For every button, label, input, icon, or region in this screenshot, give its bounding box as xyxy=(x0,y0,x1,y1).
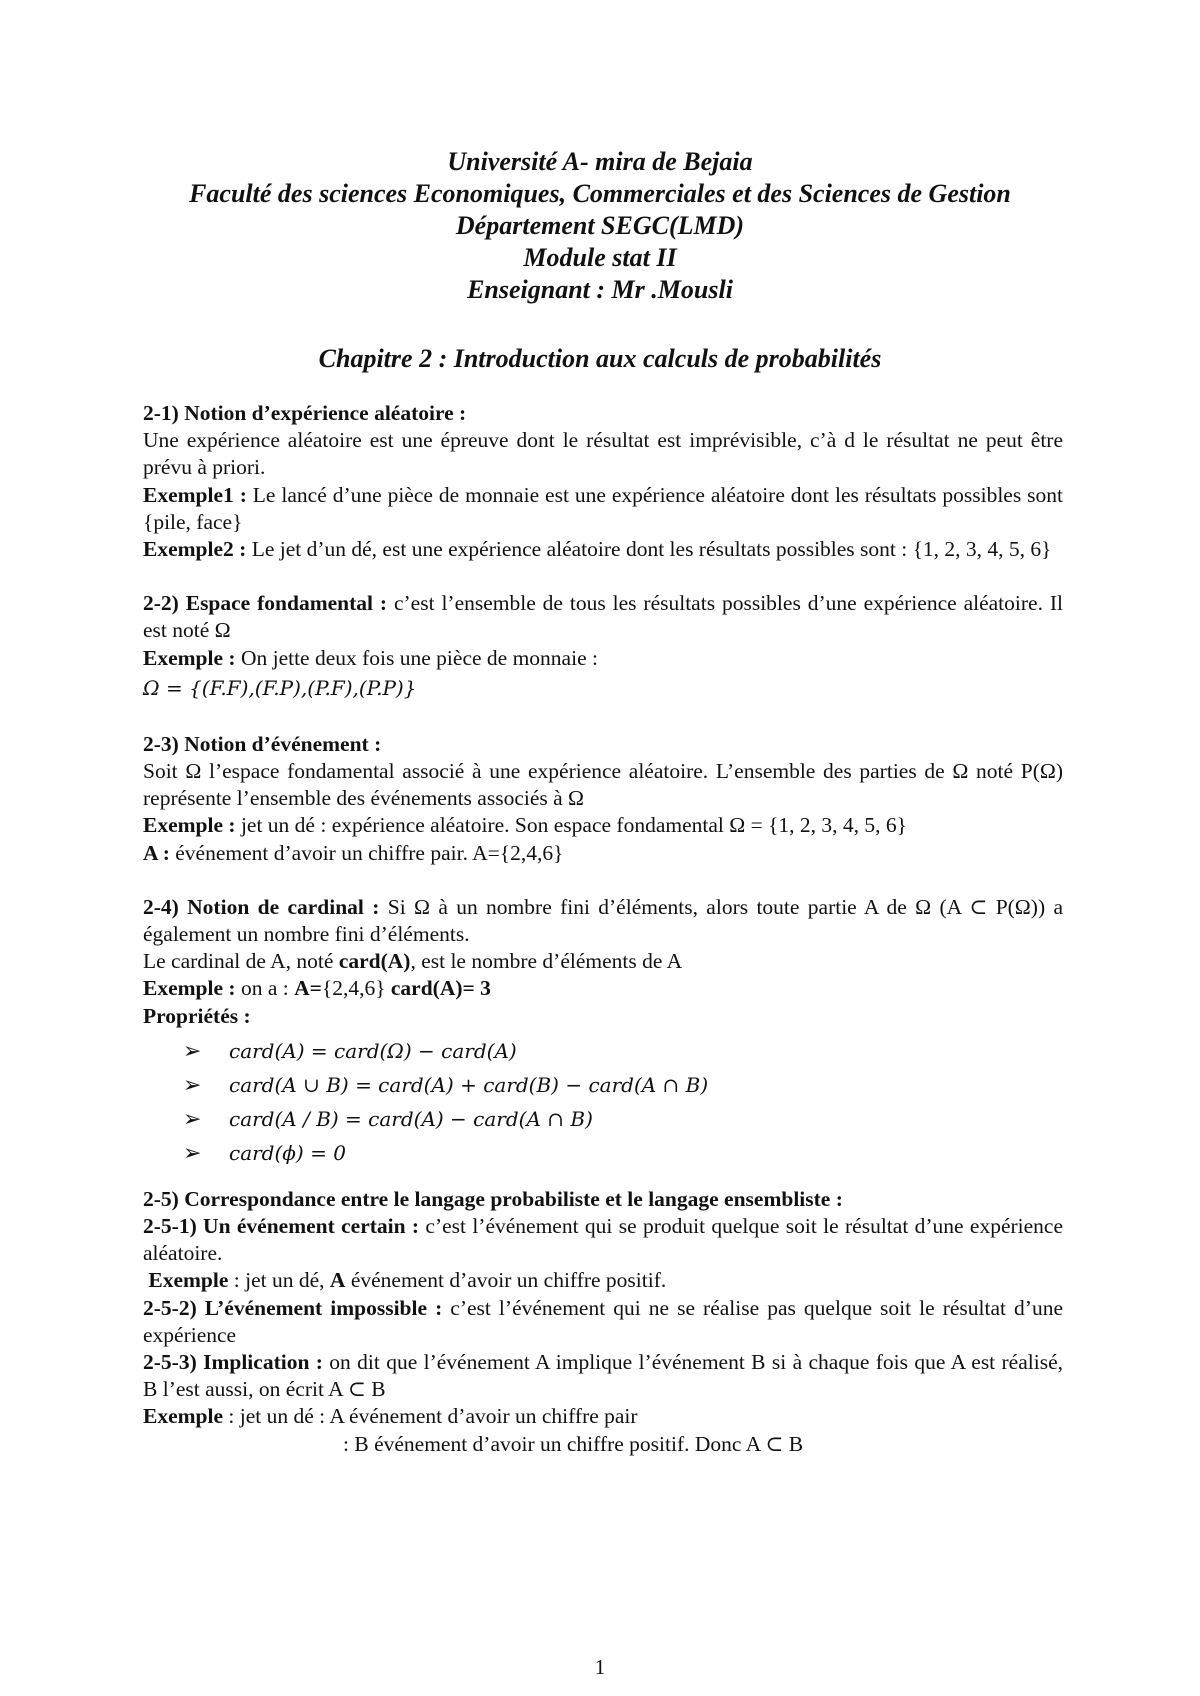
event-label: A : xyxy=(143,840,170,865)
paragraph xyxy=(143,590,1063,644)
paragraph xyxy=(143,1213,1063,1267)
chapter-title: Chapitre 2 : Introduction aux calculs de probabilités xyxy=(318,344,882,373)
arrow-bullet-icon: ➢ xyxy=(183,1037,202,1063)
department-name: Département SEGC(LMD) xyxy=(455,211,745,240)
example-text: On jette deux fois une pièce de monnaie : xyxy=(235,645,598,670)
text-span: : jet un dé, xyxy=(228,1268,330,1293)
module-name: Module stat II xyxy=(523,243,677,272)
paragraph xyxy=(143,536,1063,563)
example-label: Exemple xyxy=(143,1404,224,1429)
text-span: {2,4,6} xyxy=(321,976,386,1001)
text-span: événement d’avoir un chiffre positif. xyxy=(345,1268,667,1293)
paragraph xyxy=(143,894,1063,948)
paragraph xyxy=(143,1295,1063,1349)
paragraph: Une expérience aléatoire est une épreuve dont le résultat est imprévisible, c’à d le résultat ne peut être prévu à priori. xyxy=(143,428,1063,480)
paragraph xyxy=(143,645,1063,672)
property-formula: card(A ∪ B) = card(A) + card(B) − card(A ∩ B) xyxy=(229,1072,709,1097)
faculty-name: Faculté des sciences Economiques, Commerciales et des Sciences de Gestion xyxy=(189,179,1011,208)
example-label: Exemple2 : xyxy=(143,537,247,562)
section-heading: 2-1) Notion d’expérience aléatoire : xyxy=(143,401,467,425)
list-item xyxy=(183,1034,1063,1068)
text-span: , est le nombre d’éléments de A xyxy=(410,949,683,974)
property-formula: card(A) = card(Ω) − card(A) xyxy=(229,1038,517,1063)
example-label: Exemple : xyxy=(143,645,236,670)
properties-list xyxy=(183,1034,1063,1170)
text-span: on dit que l’événement A implique l’événement B si à chaque fois que A est réalisé, B l’est aussi, on écrit A ⊂ B xyxy=(143,1350,1063,1402)
section-heading: 2-3) Notion d’événement : xyxy=(143,731,382,756)
section-heading: 2-4) Notion de cardinal : xyxy=(143,894,380,919)
paragraph: : B événement d’avoir un chiffre positif. Donc A ⊂ B xyxy=(343,1431,804,1456)
arrow-bullet-icon: ➢ xyxy=(183,1071,202,1097)
omega-formula: Ω = {(F.F),(F.P),(P.F),(P.P)} xyxy=(143,675,417,700)
university-name: Université A- mira de Bejaia xyxy=(447,147,753,176)
text-span: c’est l’événement qui se produit quelque soit le résultat d’une expérience aléatoire. xyxy=(143,1214,1064,1266)
paragraph xyxy=(143,1267,1063,1294)
list-item xyxy=(183,1068,1063,1102)
example-text: jet un dé : expérience aléatoire. Son espace fondamental Ω = {1, 2, 3, 4, 5, 6} xyxy=(235,813,907,838)
section-heading: 2-5) Correspondance entre le langage probabiliste et le langage ensembliste : xyxy=(143,1186,843,1211)
subsection-heading: 2-5-2) L’événement impossible : xyxy=(143,1295,443,1320)
paragraph xyxy=(143,482,1063,536)
example-label: Exemple1 : xyxy=(143,482,247,507)
paragraph xyxy=(143,812,1063,839)
text-span: Le cardinal de A, noté xyxy=(143,949,339,974)
example-label: Exemple xyxy=(148,1268,229,1293)
section-text: c’est l’ensemble de tous les résultats possibles d’une expérience aléatoire. Il est noté Ω xyxy=(143,591,1063,643)
properties-label: Propriétés : xyxy=(143,1003,251,1028)
document-body xyxy=(143,400,1063,1458)
page-number: 1 xyxy=(594,1655,606,1679)
paragraph xyxy=(143,840,1063,867)
event-text: événement d’avoir un chiffre pair. A={2,4,6} xyxy=(169,840,564,865)
teacher-name: Enseignant : Mr .Mousli xyxy=(467,275,733,304)
paragraph: Soit Ω l’espace fondamental associé à une expérience aléatoire. L’ensemble des parties de Ω noté P(Ω) représente l’ensemble des événements associés à Ω xyxy=(143,759,1063,811)
text-span: A xyxy=(329,1268,346,1293)
list-item xyxy=(183,1136,1063,1170)
arrow-bullet-icon: ➢ xyxy=(183,1139,202,1165)
section-text: Si Ω à un nombre fini d’éléments, alors toute partie A de Ω (A ⊂ P(Ω)) a également un nombre fini d’éléments. xyxy=(143,894,1063,947)
text-span: card(A)= 3 xyxy=(385,976,491,1001)
paragraph xyxy=(143,1403,1063,1430)
paragraph xyxy=(143,1349,1063,1403)
paragraph xyxy=(143,948,1063,975)
property-formula: card(ϕ) = 0 xyxy=(229,1140,346,1165)
subsection-heading: 2-5-1) Un événement certain : xyxy=(143,1214,420,1239)
document-header xyxy=(0,146,1200,306)
example-label: Exemple : xyxy=(143,976,236,1001)
card-notation: card(A) xyxy=(338,949,411,974)
text-span: : jet un dé : A événement d’avoir un chiffre pair xyxy=(223,1404,638,1429)
text-span: on a : xyxy=(235,976,295,1001)
text-span: c’est l’événement qui ne se réalise pas quelque soit le résultat d’une expérience xyxy=(143,1295,1063,1347)
example-label: Exemple : xyxy=(143,813,236,838)
example-text: Le jet d’un dé, est une expérience aléatoire dont les résultats possibles sont : {1, 2, 3, 4, 5, 6} xyxy=(246,537,1052,562)
text-span: A= xyxy=(294,976,322,1001)
property-formula: card(A / B) = card(A) − card(A ∩ B) xyxy=(229,1106,593,1131)
paragraph xyxy=(143,975,1063,1002)
example-text: Le lancé d’une pièce de monnaie est une expérience aléatoire dont les résultats possibles sont {pile, face} xyxy=(143,482,1063,534)
section-heading: 2-2) Espace fondamental : xyxy=(143,591,388,616)
arrow-bullet-icon: ➢ xyxy=(183,1105,202,1131)
list-item xyxy=(183,1102,1063,1136)
subsection-heading: 2-5-3) Implication : xyxy=(143,1350,323,1375)
